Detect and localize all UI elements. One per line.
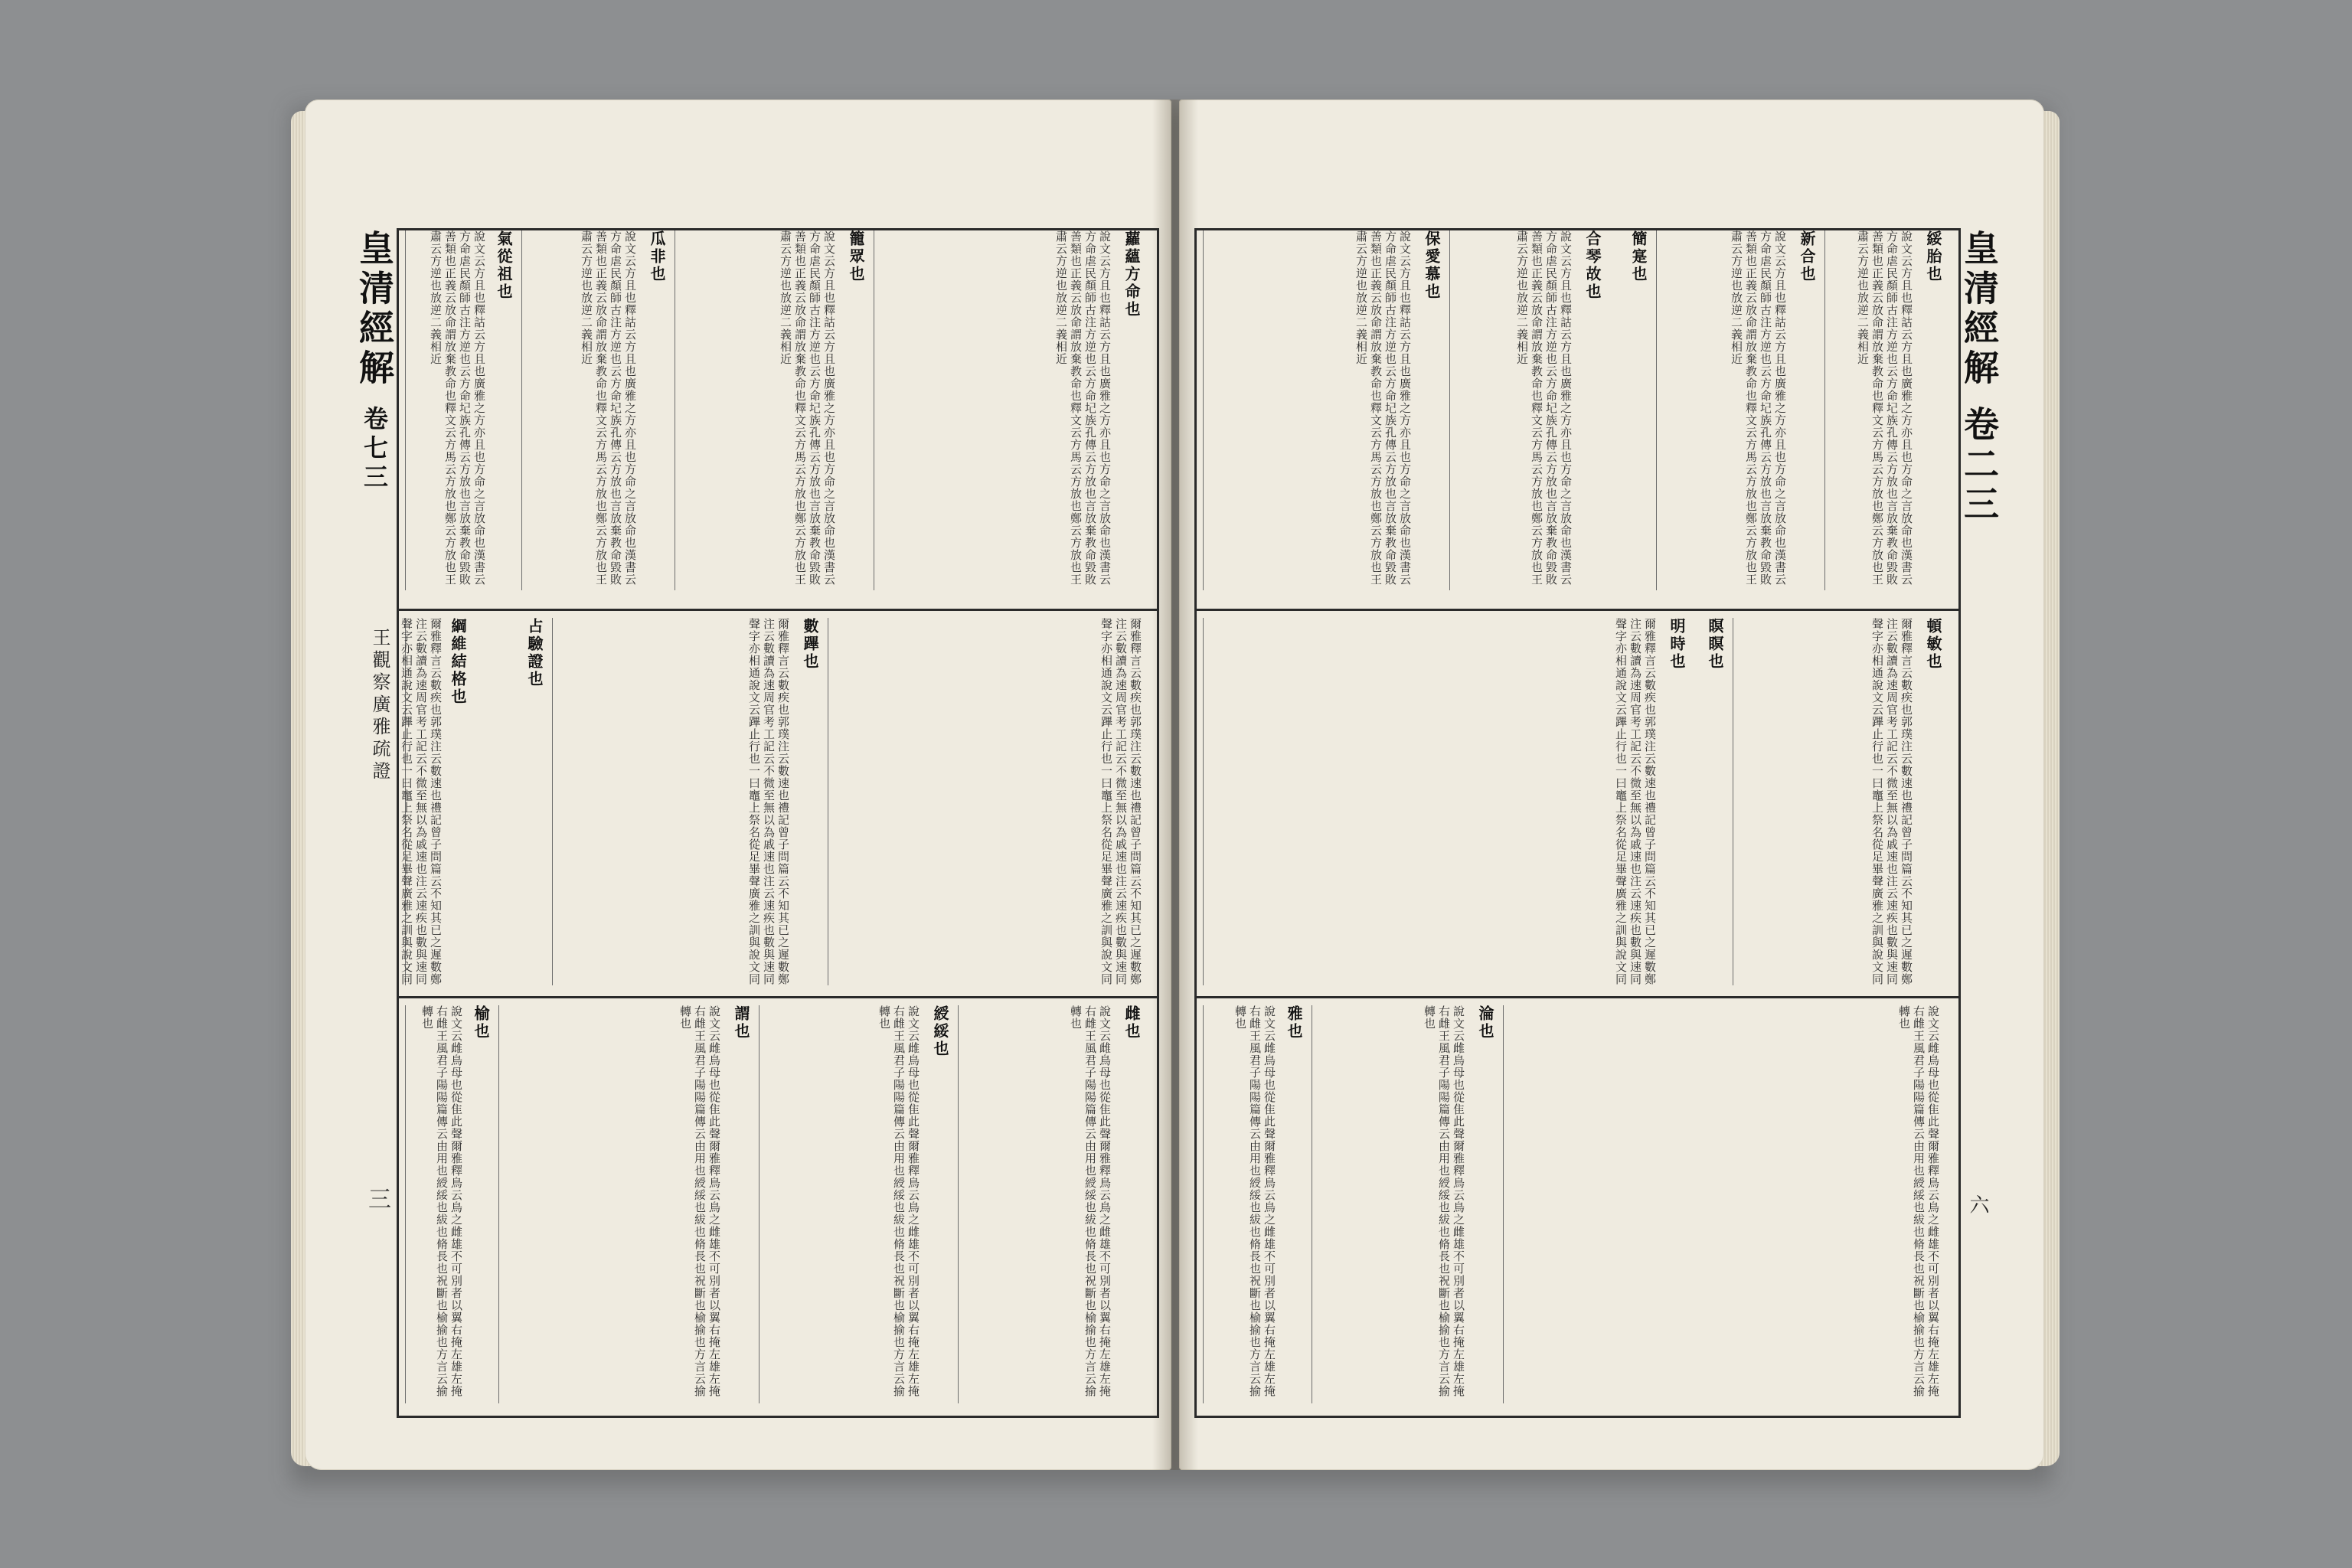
left-upper-heading-2: 瓜非也 <box>648 230 666 283</box>
right-middle-text-b: 爾雅釋言云數疾也郭璞注云數速也禮記曾子問篇云不知其已之遲數鄭注云數讀為速周官考工記云不微至無以為戚速也注云速疾也數與速同聲字亦相通說文云蹕止行也一曰竈上祭名從足畢聲廣雅之訓與說文同 <box>1203 618 1657 985</box>
right-upper-heading-0: 綏胎也 <box>1924 230 1942 283</box>
left-upper-heading-1: 籠眾也 <box>847 230 865 283</box>
left-divider-lower <box>399 996 1157 998</box>
left-volume-text: 卷七三 <box>360 406 389 494</box>
right-upper-text-d: 說文云方且也釋詁云方且也廣雅之方亦且也方命之言放命也漢書云方命虐民顏師古注方逆也云方命圮族孔傳云方放也言放棄教命毀敗善類也正義云放命謂放棄教命也釋文云方馬云方放也鄭云方放也王肅云方逆也放逆二義相近 <box>1203 230 1412 590</box>
right-lower-text-c: 說文云雌鳥母也從隹此聲爾雅釋鳥云鳥之雌雄不可別者以翼右掩左雄左掩右雌王風君子陽陽篇傳云由用也綬綏也紱也脩長也祝斷也榆揄也方言云揄轉也 <box>1203 1005 1276 1403</box>
left-upper-text-b: 說文云方且也釋詁云方且也廣雅之方亦且也方命之言放命也漢書云方命虐民顏師古注方逆也云方命圮族孔傳云方放也言放棄教命毀敗善類也正義云放命謂放棄教命也釋文云方馬云方放也鄭云方放也王肅云方逆也放逆二義相近 <box>675 230 836 590</box>
right-middle-register <box>1197 613 1958 991</box>
left-lower-heading-0: 雌也 <box>1122 1005 1141 1040</box>
right-upper-text-b: 說文云方且也釋詁云方且也廣雅之方亦且也方命之言放命也漢書云方命虐民顏師古注方逆也云方命圮族孔傳云方放也言放棄教命毀敗善類也正義云放命謂放棄教命也釋文云方馬云方放也鄭云方放也王肅云方逆也放逆二義相近 <box>1656 230 1787 590</box>
left-middle-heading-2: 綱維結格也 <box>449 618 467 706</box>
left-margin-title <box>354 230 400 628</box>
right-title-text: 皇清經解 <box>1958 230 2000 389</box>
right-upper-heading-1: 新合也 <box>1798 230 1816 283</box>
right-middle-text-a: 爾雅釋言云數疾也郭璞注云數速也禮記曾子問篇云不知其已之遲數鄭注云數讀為速周官考工記云不微至無以為戚速也注云速疾也數與速同聲字亦相通說文云蹕止行也一曰竈上祭名從足畢聲廣雅之訓與說文同 <box>1733 618 1913 985</box>
left-title-text: 皇清經解 <box>354 230 395 389</box>
left-middle-text-b: 爾雅釋言云數疾也郭璞注云數速也禮記曾子問篇云不知其已之遲數鄭注云數讀為速周官考工記云不微至無以為戚速也注云速疾也數與速同聲字亦相通說文云蹕止行也一曰竈上祭名從足畢聲廣雅之訓與說文同 <box>552 618 790 985</box>
right-upper-heading-3: 合琴故也 <box>1583 230 1602 301</box>
left-upper-text-c: 說文云方且也釋詁云方且也廣雅之方亦且也方命之言放命也漢書云方命虐民顏師古注方逆也云方命圮族孔傳云方放也言放棄教命毀敗善類也正義云放命謂放棄教命也釋文云方馬云方放也鄭云方放也王肅云方逆也放逆二義相近 <box>521 230 637 590</box>
left-lower-register <box>399 1001 1157 1411</box>
right-volume-text: 卷二三 <box>1958 406 2000 526</box>
right-lower-text-a: 說文云雌鳥母也從隹此聲爾雅釋鳥云鳥之雌雄不可別者以翼右掩左雄左掩右雌王風君子陽陽篇傳云由用也綬綏也紱也脩長也祝斷也榆揄也方言云揄轉也 <box>1503 1005 1940 1403</box>
right-folio: 六 <box>1966 1194 1989 1214</box>
right-middle-heading-2: 明時也 <box>1668 618 1686 671</box>
right-upper-text-c: 說文云方且也釋詁云方且也廣雅之方亦且也方命之言放命也漢書云方命虐民顏師古注方逆也云方命圮族孔傳云方放也言放棄教命毀敗善類也正義云放命謂放棄教命也釋文云方馬云方放也鄭云方放也王肅云方逆也放逆二義相近 <box>1449 230 1573 590</box>
book-gutter <box>1152 100 1198 1470</box>
right-upper-register <box>1197 230 1958 609</box>
left-author-line: 王觀察廣雅疏證 <box>369 628 390 783</box>
left-upper-text-d: 說文云方且也釋詁云方且也廣雅之方亦且也方命之言放命也漢書云方命虐民顏師古注方逆也云方命圮族孔傳云方放也言放棄教命毀敗善類也正義云放命謂放棄教命也釋文云方馬云方放也鄭云方放也王肅云方逆也放逆二義相近 <box>405 230 486 590</box>
left-middle-register <box>399 613 1157 991</box>
left-lower-text-b: 說文云雌鳥母也從隹此聲爾雅釋鳥云鳥之雌雄不可別者以翼右掩左雄左掩右雌王風君子陽陽篇傳云由用也綬綏也紱也脩長也祝斷也榆揄也方言云揄轉也 <box>759 1005 920 1403</box>
left-upper-heading-3: 氣從祖也 <box>495 230 513 301</box>
right-divider-lower <box>1197 996 1958 998</box>
left-middle-text-c: 爾雅釋言云數疾也郭璞注云數速也禮記曾子問篇云不知其已之遲數鄭注云數讀為速周官考工記云不微至無以為戚速也注云速疾也數與速同聲字亦相通說文云蹕止行也一曰竈上祭名從足畢聲廣雅之訓與說文同 <box>400 618 443 985</box>
left-upper-text-a: 說文云方且也釋詁云方且也廣雅之方亦且也方命之言放命也漢書云方命虐民顏師古注方逆也云方命圮族孔傳云方放也言放棄教命毀敗善類也正義云放命謂放棄教命也釋文云方馬云方放也鄭云方放也王肅云方逆也放逆二義相近 <box>874 230 1112 590</box>
right-lower-text-b: 說文云雌鳥母也從隹此聲爾雅釋鳥云鳥之雌雄不可別者以翼右掩左雄左掩右雌王風君子陽陽篇傳云由用也綬綏也紱也脩長也祝斷也榆揄也方言云揄轉也 <box>1312 1005 1465 1403</box>
right-upper-heading-4: 保愛慕也 <box>1423 230 1441 301</box>
right-upper-heading-2: 簡寔也 <box>1629 230 1648 283</box>
right-middle-heading-0: 頓敏也 <box>1924 618 1942 671</box>
right-margin-title <box>1958 230 2004 559</box>
left-lower-text-d: 說文云雌鳥母也從隹此聲爾雅釋鳥云鳥之雌雄不可別者以翼右掩左雄左掩右雌王風君子陽陽篇傳云由用也綬綏也紱也脩長也祝斷也榆揄也方言云揄轉也 <box>405 1005 463 1403</box>
left-lower-heading-3: 榆也 <box>472 1005 490 1040</box>
right-lower-heading-1: 雅也 <box>1285 1005 1303 1040</box>
right-lower-heading-0: 淪也 <box>1476 1005 1494 1040</box>
left-lower-heading-2: 謂也 <box>732 1005 750 1040</box>
right-text-frame <box>1194 228 1961 1418</box>
right-upper-text-a: 說文云方且也釋詁云方且也廣雅之方亦且也方命之言放命也漢書云方命虐民顏師古注方逆也云方命圮族孔傳云方放也言放棄教命毀敗善類也正義云放命謂放棄教命也釋文云方馬云方放也鄭云方放也王肅云方逆也放逆二義相近 <box>1824 230 1913 590</box>
right-divider-upper <box>1197 609 1958 611</box>
left-upper-heading-0: 蘿蘊方命也 <box>1122 230 1141 318</box>
left-folio: 三 <box>364 1187 390 1210</box>
left-lower-heading-1: 綬綏也 <box>931 1005 949 1058</box>
left-lower-text-c: 說文云雌鳥母也從隹此聲爾雅釋鳥云鳥之雌雄不可別者以翼右掩左雄左掩右雌王風君子陽陽篇傳云由用也綬綏也紱也脩長也祝斷也榆揄也方言云揄轉也 <box>498 1005 721 1403</box>
left-text-frame <box>397 228 1159 1418</box>
left-divider-upper <box>399 609 1157 611</box>
left-lower-text-a: 說文云雌鳥母也從隹此聲爾雅釋鳥云鳥之雌雄不可別者以翼右掩左雄左掩右雌王風君子陽陽篇傳云由用也綬綏也紱也脩長也祝斷也榆揄也方言云揄轉也 <box>958 1005 1112 1403</box>
left-upper-register <box>399 230 1157 609</box>
left-middle-heading-0: 數蹕也 <box>801 618 819 671</box>
right-middle-heading-1: 瞑瞑也 <box>1706 618 1724 671</box>
left-middle-text-a: 爾雅釋言云數疾也郭璞注云數速也禮記曾子問篇云不知其已之遲數鄭注云數讀為速周官考工記云不微至無以為戚速也注云速疾也數與速同聲字亦相通說文云蹕止行也一曰竈上祭名從足畢聲廣雅之訓與說文同 <box>828 618 1142 985</box>
left-middle-heading-1: 占驗證也 <box>525 618 544 688</box>
right-lower-register <box>1197 1001 1958 1411</box>
